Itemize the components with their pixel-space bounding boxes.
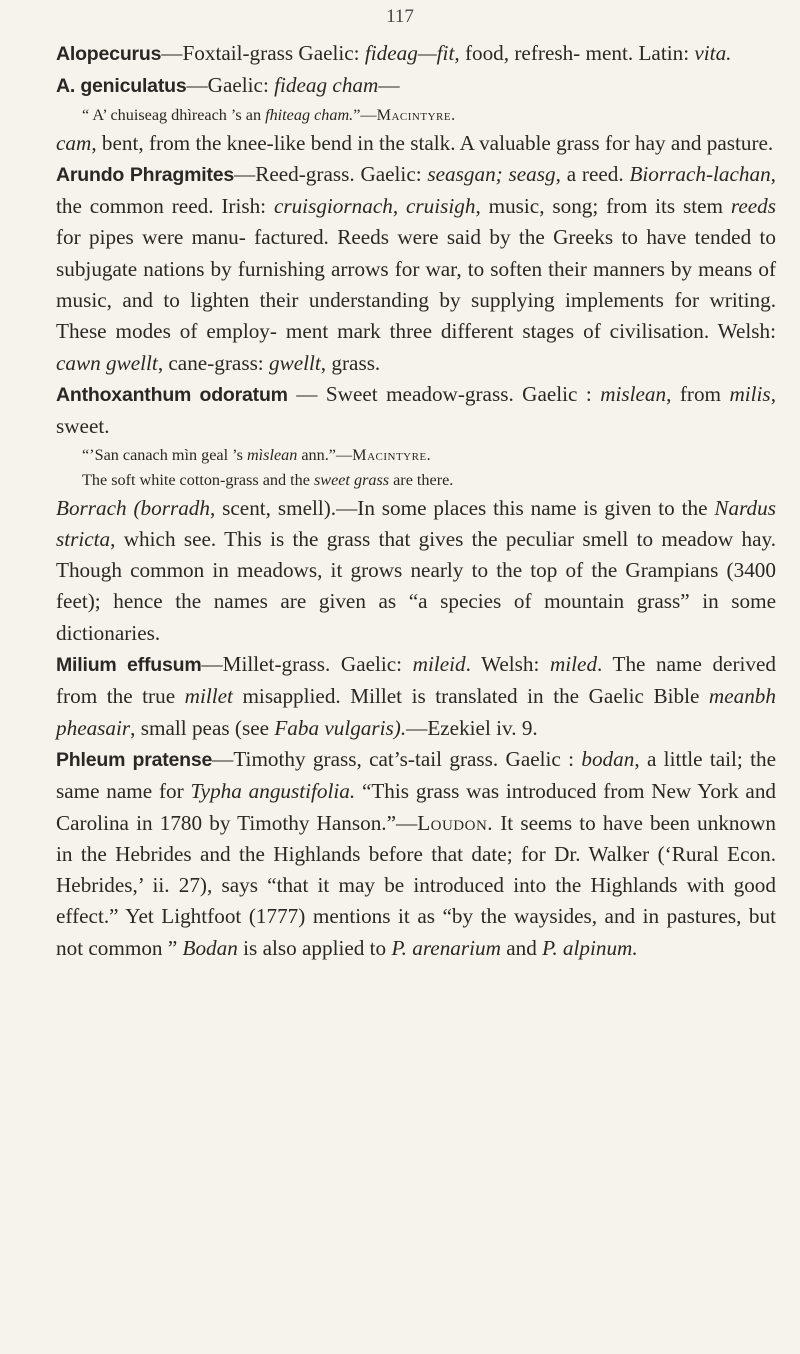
text-run: , — [392, 194, 406, 219]
text-column — [56, 38, 776, 964]
text-run: , scent, smell).—In some places this name is given to the — [210, 495, 715, 520]
text-run: , small peas (see — [130, 715, 275, 740]
text-run: cawn gwellt — [56, 350, 158, 375]
text-run: —Millet-grass. Gaelic: — [201, 652, 413, 677]
text-run: cruisigh — [405, 194, 476, 219]
text-run: , sweet. — [56, 381, 776, 439]
text-run: mislean — [600, 381, 667, 406]
text-run: ”— — [353, 105, 377, 124]
entry-continuation — [56, 128, 776, 159]
text-run: mileid — [412, 652, 466, 677]
entry-paragraph — [56, 70, 776, 102]
entry-quote-translation — [56, 468, 776, 493]
text-run: fhiteag cham. — [265, 105, 354, 124]
text-run: P. alpinum. — [542, 935, 638, 960]
entry-paragraph — [56, 649, 776, 744]
text-run: — Sweet meadow-grass. Gaelic : — [287, 381, 601, 406]
text-run: “ A’ chuiseag dhìreach ’s an — [82, 105, 266, 124]
entry-heading: Arundo Phragmites — [56, 163, 235, 186]
text-run: “’San canach mìn geal ’s — [82, 445, 247, 464]
text-run: mìslean — [246, 445, 298, 464]
text-run: cruisgiornach — [273, 194, 393, 219]
text-run: and — [500, 935, 543, 960]
text-run: reeds — [730, 194, 777, 219]
text-run: , the common reed. Irish: — [56, 161, 776, 219]
text-run: milis — [729, 381, 771, 406]
text-run: fideag cham — [274, 73, 379, 98]
text-run: P. arenarium — [391, 935, 501, 960]
entry-paragraph — [56, 38, 776, 70]
entry-quote — [56, 443, 776, 468]
text-run: vita. — [694, 41, 732, 65]
text-run: Faba vulgaris). — [274, 715, 407, 740]
text-run: Loudon. — [417, 810, 494, 835]
text-run: Borrach (borradh — [56, 495, 210, 520]
text-run: are there. — [389, 470, 454, 489]
text-run: Typha angustifolia. — [190, 779, 356, 804]
text-run: millet — [184, 684, 233, 709]
text-run: misapplied. Millet is translated in the Gaelic Bible — [232, 684, 709, 709]
entry-paragraph — [56, 159, 776, 379]
text-run: —Timothy grass, cat’s-tail grass. Gaelic : — [212, 746, 582, 771]
text-run: seasgan; seasg — [427, 161, 556, 186]
entry-heading: Milium effusum — [56, 654, 202, 677]
text-run: for pipes were manu- factured. Reeds were said by the Greeks to have tended to subjugate nations by furnishing arrows for war, to soften their manners by means of music, and to lighten their understanding by supplying implements for writing. These modes of employ- ment mark three different stages of civilisation. Welsh: — [56, 225, 776, 344]
text-run: , cane-grass: — [157, 350, 269, 375]
text-run: sweet grass — [313, 470, 390, 489]
text-run: , which see. This is the grass that gives the peculiar smell to meadow hay. Though common in meadows, it grows nearly to the top of the Grampians (3400 feet); hence the names are given as “a species of mountain grass” in some dictionaries. — [56, 526, 776, 645]
entry-paragraph — [56, 379, 776, 443]
entry-quote — [56, 103, 776, 128]
text-run: Biorrach-lachan — [629, 161, 771, 186]
text-run: The soft white cotton-grass and the — [82, 470, 314, 489]
text-run: Macintyre. — [376, 105, 456, 124]
text-run: . The name derived from the true — [56, 652, 776, 709]
text-run: bodan — [581, 746, 635, 771]
text-run: —Gaelic: — [186, 73, 275, 98]
text-run: It seems to have been unknown in the Hebrides and the Highlands before that date; for Dr. Walker (‘Rural Econ. Hebrides,’ ii. 27), says “that it may be introduced into the Highlands with good effect.” Yet Lightfoot (1777) mentions it as “by the waysides, and in pastures, but not common ” — [56, 810, 777, 960]
text-run: —Foxtail-grass Gaelic: — [161, 41, 365, 65]
text-run: “This grass was introduced from New York and Carolina in 1780 by Timothy Hanson.”— — [56, 779, 777, 835]
entry-paragraph — [56, 493, 776, 649]
entry-paragraph — [56, 744, 776, 964]
entry-heading: A. geniculatus — [56, 75, 187, 98]
entry-heading: Alopecurus — [56, 43, 162, 65]
text-run: —Ezekiel iv. 9. — [406, 715, 538, 740]
text-run: gwellt — [269, 350, 321, 375]
page-number: 117 — [386, 6, 414, 27]
entry-heading: Anthoxanthum odoratum — [56, 383, 288, 406]
text-run: , a little tail; the same name for — [56, 746, 777, 804]
text-run: Nardus stricta — [56, 495, 776, 551]
text-run: , a reed. — [555, 161, 630, 186]
text-run: fideag—fit — [364, 41, 455, 65]
text-run: — — [378, 73, 400, 98]
text-run: is also applied to — [237, 935, 392, 960]
text-run: , music, song; from its stem — [475, 194, 731, 219]
text-run: Bodan — [182, 935, 238, 960]
text-run: —Reed-grass. Gaelic: — [234, 161, 428, 186]
entry-heading: Phleum pratense — [56, 748, 213, 771]
text-run: miled — [549, 652, 598, 677]
text-run: cam — [56, 130, 92, 155]
text-run: , bent, from the knee-like bend in the stalk. A valuable grass for hay and pasture. — [91, 130, 774, 155]
text-run: meanbh pheasair — [56, 684, 776, 740]
text-run: Macintyre. — [352, 445, 432, 464]
text-run: , from — [666, 381, 730, 406]
text-run: . Welsh: — [465, 652, 550, 677]
text-run: ann.”— — [297, 445, 353, 464]
text-run: , food, refresh- ment. Latin: — [454, 41, 695, 65]
text-run: , grass. — [320, 350, 381, 375]
